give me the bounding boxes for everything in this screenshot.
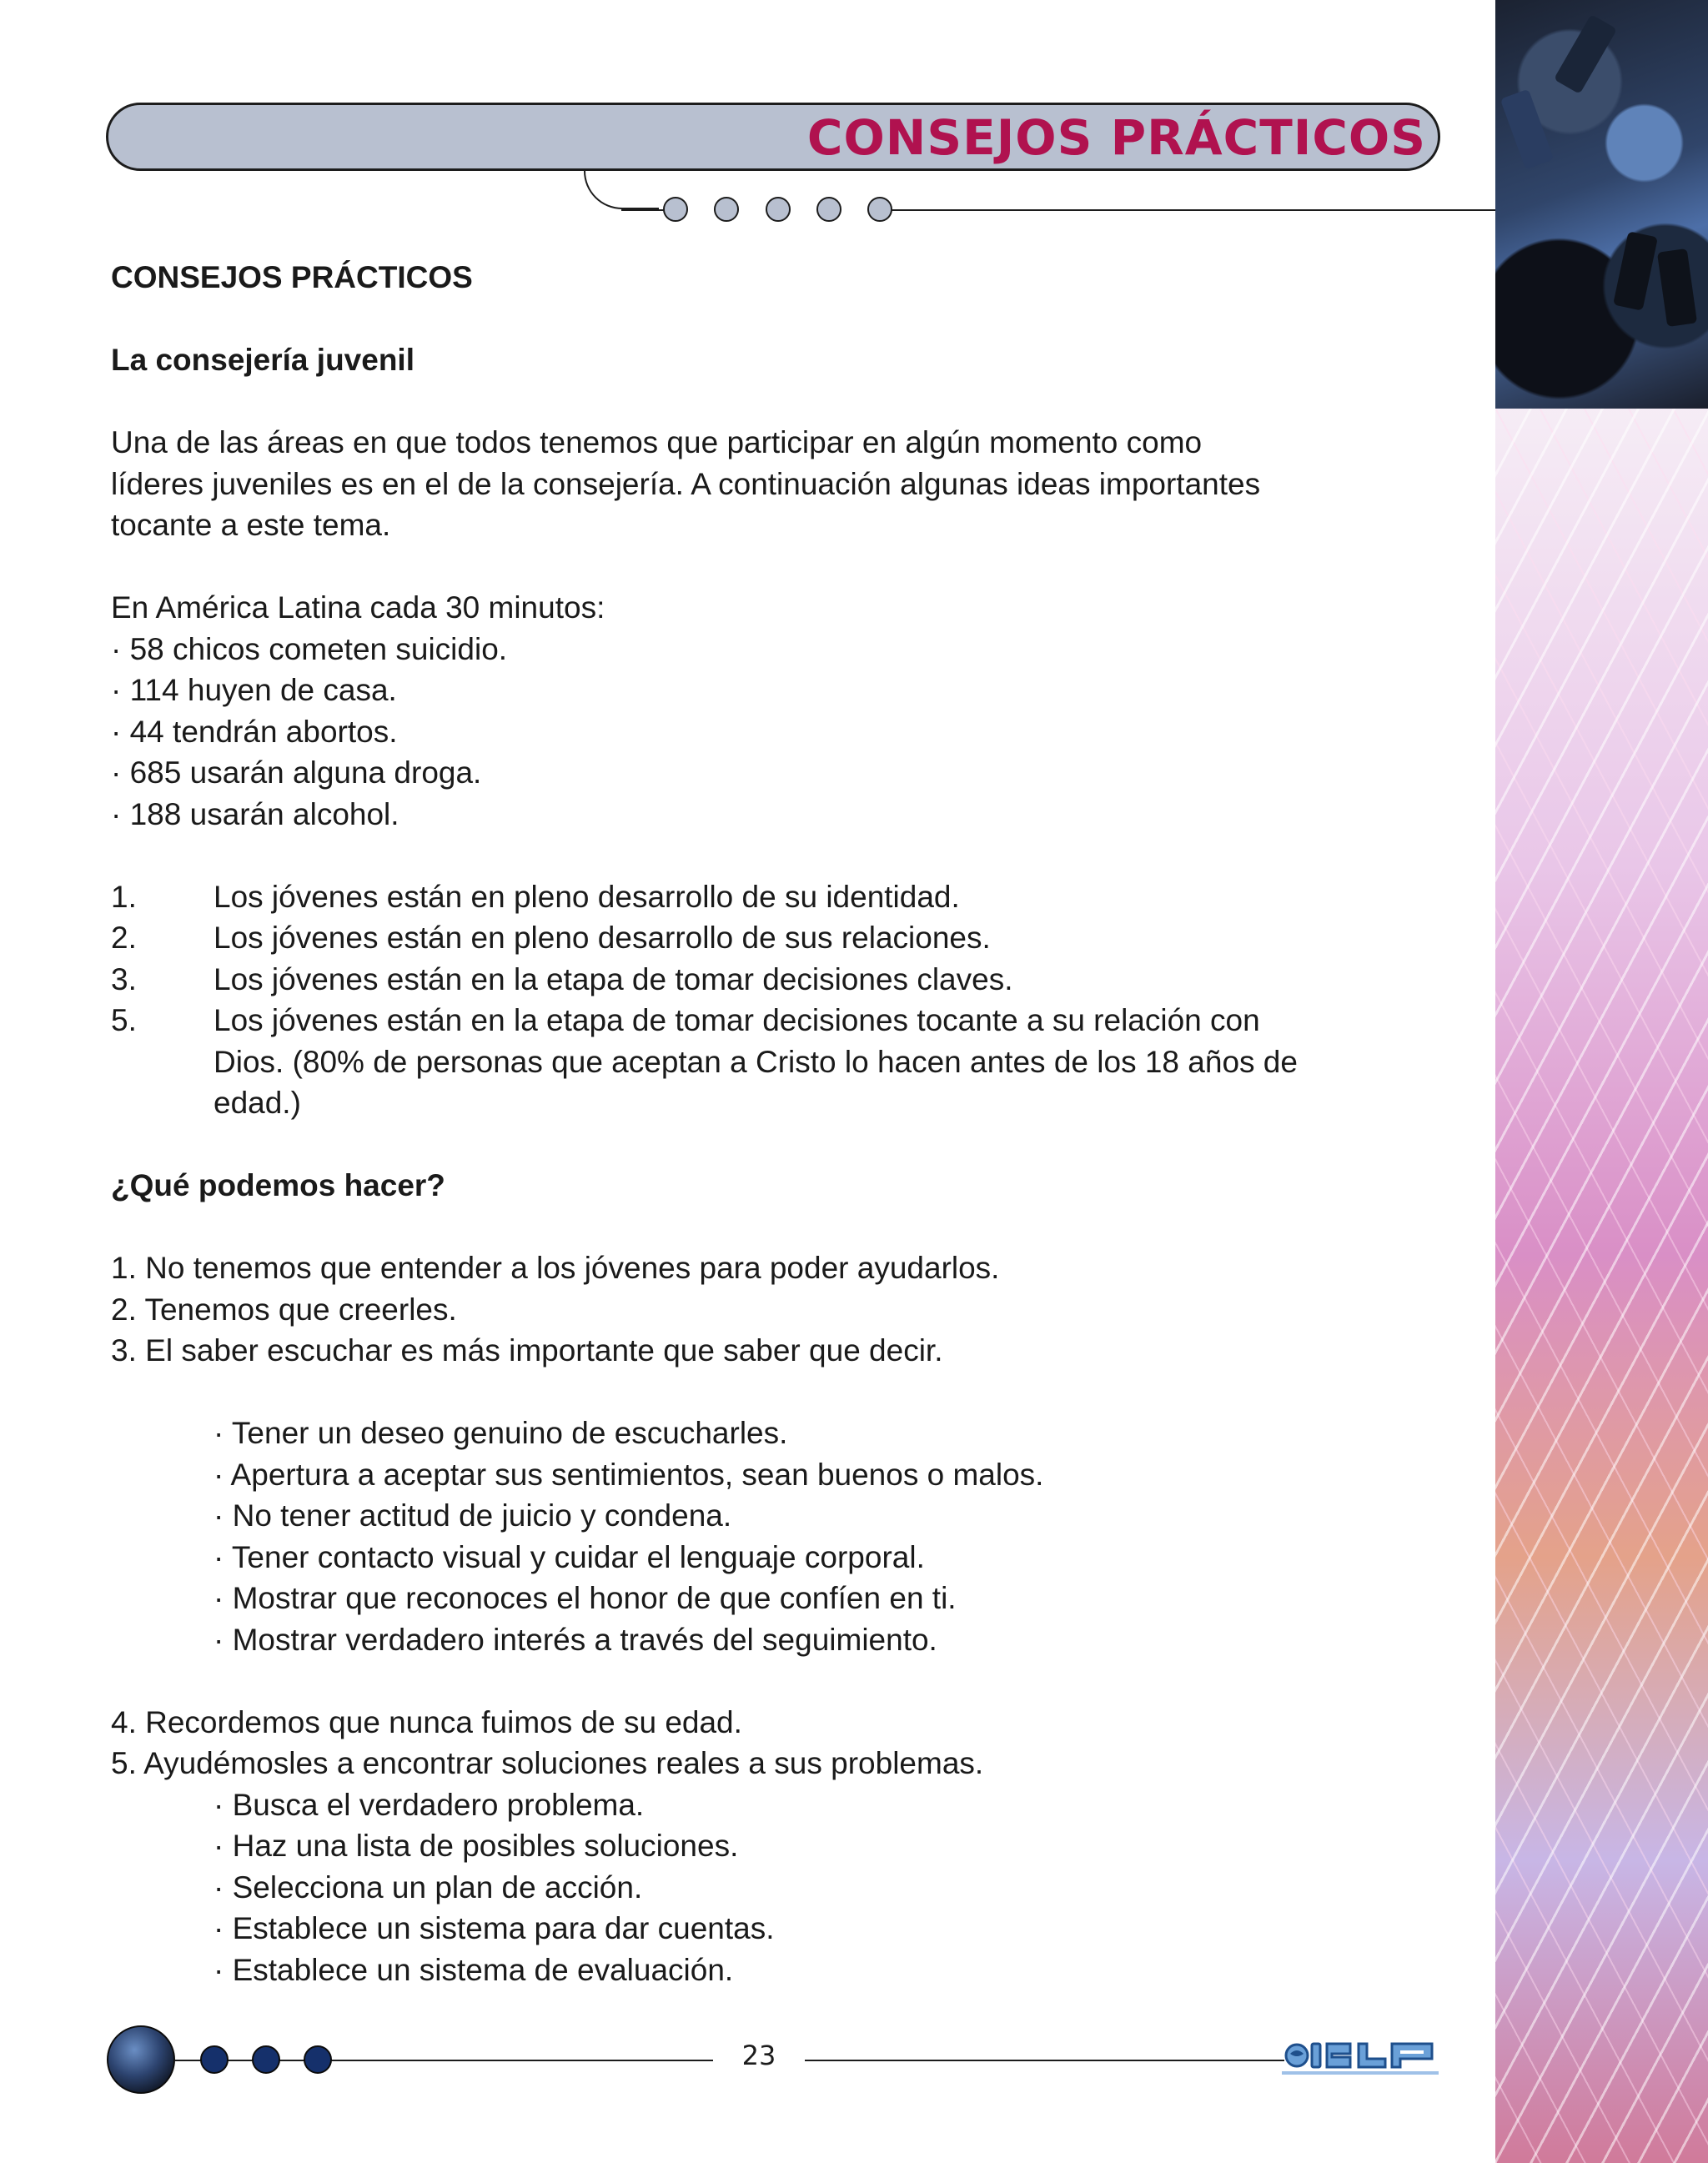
stat-item: · 114 huyen de casa. xyxy=(111,673,397,707)
solution-step: · Busca el verdadero problema. xyxy=(214,1787,645,1822)
point-text: Los jóvenes están en pleno desarrollo de su identidad. xyxy=(214,879,960,914)
numbered-point xyxy=(111,1000,1445,1124)
header-dot xyxy=(714,197,739,222)
numbered-point xyxy=(111,876,1445,918)
solution-step: · Haz una lista de posibles soluciones. xyxy=(214,1829,739,1863)
listening-tip: · Mostrar verdadero interés a través del seguimiento. xyxy=(214,1622,937,1657)
footer-dot xyxy=(200,2045,229,2074)
stat-item: · 58 chicos cometen suicidio. xyxy=(111,631,508,666)
action-item: 3. El saber escuchar es más importante que saber que decir. xyxy=(111,1333,943,1368)
header-dot xyxy=(766,197,791,222)
listening-tip: · Apertura a aceptar sus sentimientos, sean buenos o malos. xyxy=(214,1457,1044,1492)
section-heading: CONSEJOS PRÁCTICOS xyxy=(111,260,473,294)
header-dot xyxy=(663,197,688,222)
point-text-line: Los jóvenes están en la etapa de tomar decisiones tocante a su relación con xyxy=(214,1003,1260,1037)
iblp-logo xyxy=(1282,2037,1442,2080)
footer-dot xyxy=(304,2045,332,2074)
document-body xyxy=(111,257,1445,1990)
point-text-line: edad.) xyxy=(214,1086,301,1120)
solution-step: · Establece un sistema para dar cuentas. xyxy=(214,1911,775,1945)
page-number: 23 xyxy=(741,2040,776,2071)
footer-rule-right xyxy=(805,2060,1284,2061)
point-number: 5. xyxy=(111,1003,137,1037)
point-number: 2. xyxy=(111,921,137,955)
solution-step: · Selecciona un plan de acción. xyxy=(214,1869,643,1905)
paragraph-line: líderes juveniles es en el de la consejería. A continuación algunas ideas importantes xyxy=(111,466,1261,501)
subheading: La consejería juvenil xyxy=(111,343,414,377)
action-item: 1. No tenemos que entender a los jóvenes para poder ayudarlos. xyxy=(111,1251,1000,1285)
listening-tip: · No tener actitud de juicio y condena. xyxy=(214,1498,732,1533)
header-rule xyxy=(886,209,1495,211)
point-text-line: Dios. (80% de personas que aceptan a Cristo lo hacen antes de los 18 años de xyxy=(214,1044,1298,1079)
listening-tip: · Tener un deseo genuino de escucharles. xyxy=(214,1416,788,1450)
point-text xyxy=(214,1000,1445,1124)
stat-item: · 188 usarán alcohol. xyxy=(111,796,399,831)
paragraph-line: tocante a este tema. xyxy=(111,508,391,542)
stat-item: · 44 tendrán abortos. xyxy=(111,714,398,749)
listening-tip: · Mostrar que reconoces el honor de que confíen en ti. xyxy=(214,1581,957,1615)
action-item: 5. Ayudémosles a encontrar soluciones reales a sus problemas. xyxy=(111,1746,984,1780)
paragraph-line: Una de las áreas en que todos tenemos que participar en algún momento como xyxy=(111,425,1203,459)
stat-item: · 685 usarán alguna droga. xyxy=(111,755,482,790)
solution-step: · Establece un sistema de evaluación. xyxy=(214,1952,734,1987)
question-heading: ¿Qué podemos hacer? xyxy=(111,1168,445,1202)
globe-icon xyxy=(107,2025,175,2094)
point-number: 1. xyxy=(111,879,137,914)
numbered-point xyxy=(111,959,1445,1001)
page-title: CONSEJOS PRÁCTICOS xyxy=(806,109,1426,166)
action-item: 4. Recordemos que nunca fuimos de su edad. xyxy=(111,1704,742,1739)
stats-intro: En América Latina cada 30 minutos: xyxy=(111,590,605,625)
point-number: 3. xyxy=(111,961,137,996)
footer-dot xyxy=(252,2045,280,2074)
header-connector xyxy=(584,171,659,209)
numbered-point xyxy=(111,917,1445,959)
point-text: Los jóvenes están en la etapa de tomar decisiones claves. xyxy=(214,961,1013,996)
gear-photo xyxy=(1495,0,1708,409)
header-dot xyxy=(867,197,892,222)
action-item: 2. Tenemos que creerles. xyxy=(111,1292,457,1327)
header-dot xyxy=(816,197,841,222)
point-text: Los jóvenes están en pleno desarrollo de sus relaciones. xyxy=(214,921,991,955)
listening-tip: · Tener contacto visual y cuidar el lenguaje corporal. xyxy=(214,1539,925,1574)
